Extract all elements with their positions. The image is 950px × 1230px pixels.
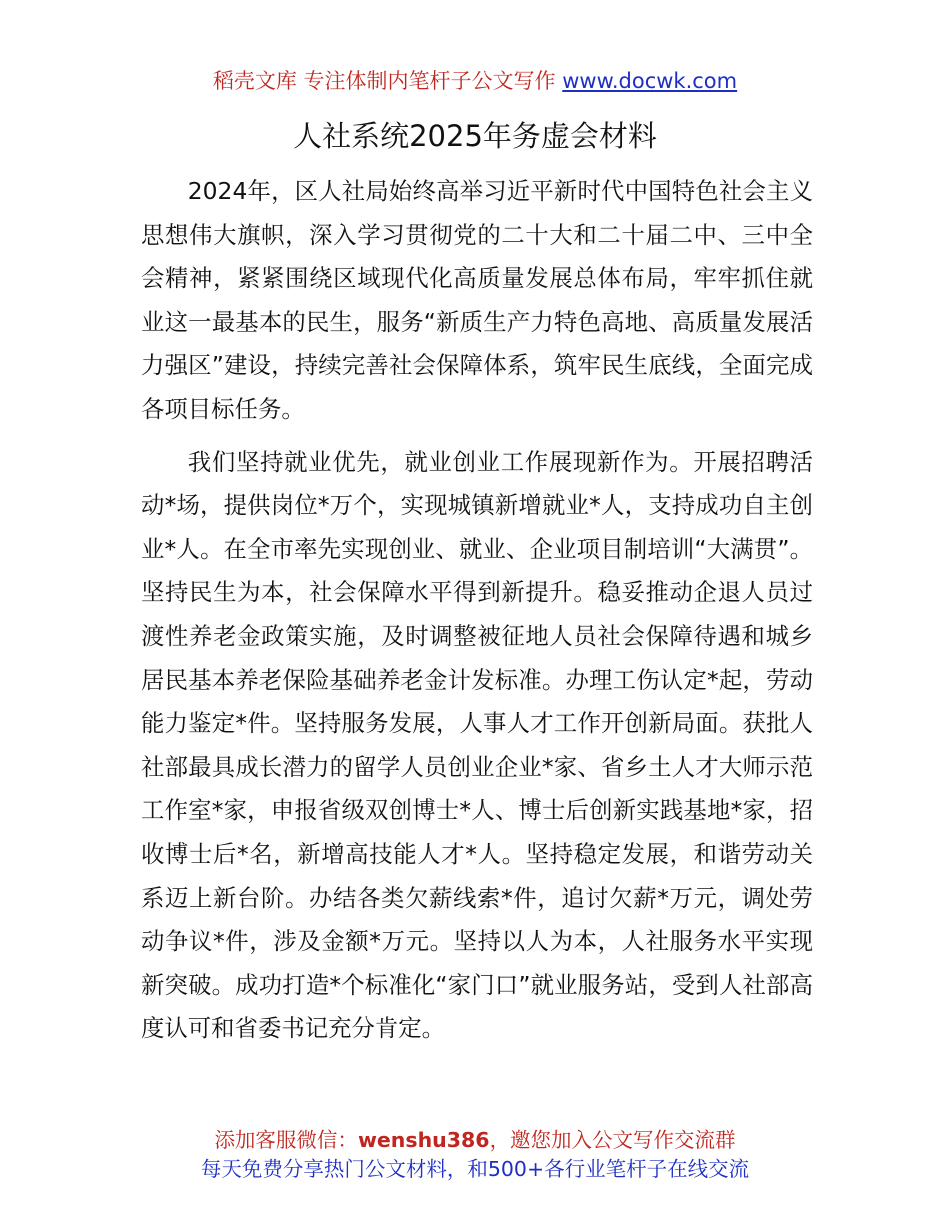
paragraph-achievements: 我们坚持就业优先，就业创业工作展现新作为。开展招聘活动*场，提供岗位*万个，实现城镇新增就业*人，支持成功自主创业*人。在全市率先实现创业、就业、企业项目制培训“大满贯”。坚持民生为本，社会保障水平得到新提升。稳妥推动企退人员过渡性养老金政策实施，及时调整被征地人员社会保障待遇和城乡居民基本养老保险基础养老金计发标准。办理工伤认定*起，劳动能力鉴定*件。坚持服务发展，人事人才工作开创新局面。获批人社部最具成长潜力的留学人员创业企业*家、省乡土人才大师示范工作室*家，申报省级双创博士*人、博士后创新实践基地*家，招收博士后*名，新增高技能人才*人。坚持稳定发展，和谐劳动关系迈上新台阶。办结各类欠薪线索*件，追讨欠薪*万元，调处劳动争议*件，涉及金额*万元。坚持以人为本，人社服务水平实现新突破。成功打造*个标准化“家门口”就业服务站，受到人社部高度认可和省委书记充分肯定。 bbox=[141, 447, 813, 1043]
document-title: 人社系统2025年务虚会材料 bbox=[293, 119, 657, 153]
document-body bbox=[141, 170, 813, 1060]
footer-line-wechat bbox=[0, 1126, 950, 1155]
footer-line-share: 每天免费分享热门公文材料，和500+各行业笔杆子在线交流 bbox=[200, 1157, 750, 1181]
paragraph-intro: 2024年，区人社局始终高举习近平新时代中国特色社会主义思想伟大旗帜，深入学习贯彻党的二十大和二十届二中、三中全会精神，紧紧围绕区域现代化高质量发展总体布局，牢牢抓住就业这一最基本的民生，服务“新质生产力特色高地、高质量发展活力强区”建设，持续完善社会保障体系，筑牢民生底线，全面完成各项目标任务。 bbox=[141, 177, 813, 423]
footer-wechat-prefix: 添加客服微信： bbox=[214, 1128, 358, 1152]
header-brand-text: 稻壳文库 专注体制内笔杆子公文写作 bbox=[212, 69, 556, 93]
header-website-link[interactable]: www.docwk.com bbox=[562, 69, 738, 93]
footer-wechat-id: wenshu386 bbox=[357, 1128, 490, 1152]
header-banner bbox=[0, 66, 950, 96]
footer-wechat-suffix: ，邀您加入公文写作交流群 bbox=[489, 1128, 736, 1152]
footer-promo bbox=[0, 1126, 950, 1184]
